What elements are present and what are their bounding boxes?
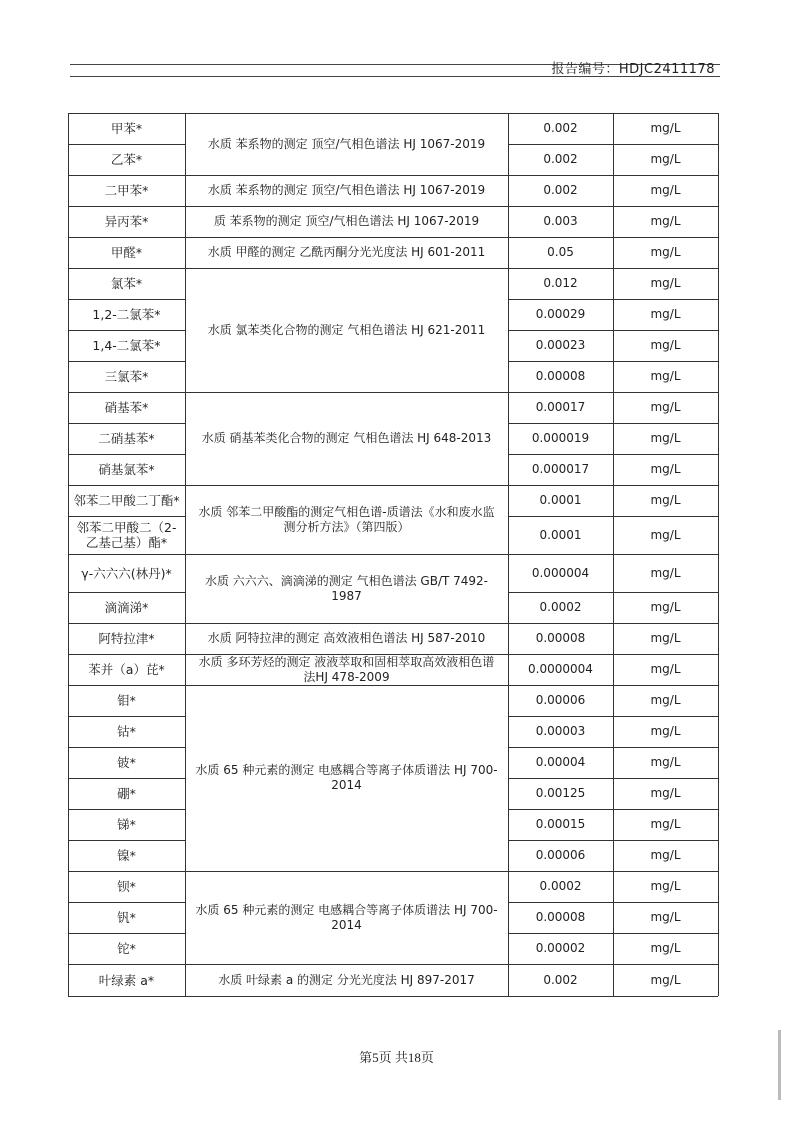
unit: mg/L — [650, 972, 681, 987]
unit: mg/L — [650, 527, 681, 542]
test-method: 水质 硝基苯类化合物的测定 气相色谱法 HJ 648-2013 — [201, 431, 492, 445]
item-name: 钴* — [117, 724, 136, 739]
test-method: 水质 65 种元素的测定 电感耦合等离子体质谱法 HJ 700-2014 — [195, 902, 498, 932]
unit: mg/L — [650, 369, 681, 383]
item-name: 硝基苯* — [104, 400, 149, 415]
unit: mg/L — [650, 493, 681, 507]
unit: mg/L — [650, 693, 681, 707]
detection-limit: 0.00017 — [535, 400, 586, 414]
item-name: γ-六六六(林丹)* — [81, 565, 172, 581]
detection-limit: 0.00003 — [535, 724, 586, 738]
detection-limit: 0.0002 — [539, 879, 582, 893]
unit: mg/L — [650, 214, 681, 228]
detection-limit: 0.00015 — [535, 817, 586, 831]
unit: mg/L — [650, 152, 681, 166]
item-name: 1,4-二氯苯* — [92, 338, 161, 353]
test-method: 质 苯系物的测定 顶空/气相色谱法 HJ 1067-2019 — [213, 214, 480, 228]
item-name: 邻苯二甲酸二丁酯* — [73, 493, 180, 508]
item-name: 阿特拉津* — [98, 631, 155, 646]
detection-limit: 0.0001 — [539, 527, 582, 542]
item-name: 二硝基苯* — [98, 431, 155, 446]
test-method: 水质 苯系物的测定 顶空/气相色谱法 HJ 1067-2019 — [207, 183, 486, 197]
test-method: 水质 65 种元素的测定 电感耦合等离子体质谱法 HJ 700-2014 — [195, 763, 498, 792]
unit: mg/L — [650, 755, 681, 769]
test-method: 水质 多环芳烃的测定 液液萃取和固相萃取高效液相色谱法HJ 478-2009 — [198, 654, 495, 684]
item-name: 锑* — [117, 817, 136, 832]
unit: mg/L — [650, 338, 681, 352]
table-hline — [68, 996, 718, 997]
item-name: 铊* — [117, 941, 136, 956]
item-name: 铍* — [117, 755, 136, 770]
item-name: 硼* — [117, 786, 136, 801]
test-method: 水质 阿特拉津的测定 高效液相色谱法 HJ 587-2010 — [207, 631, 486, 645]
unit: mg/L — [650, 817, 681, 831]
unit: mg/L — [650, 462, 681, 476]
detection-limit: 0.002 — [543, 152, 578, 166]
unit: mg/L — [650, 848, 681, 862]
results-table — [68, 113, 718, 996]
detection-limit: 0.00002 — [535, 941, 586, 955]
detection-limit: 0.000019 — [531, 431, 590, 445]
unit: mg/L — [650, 121, 681, 135]
detection-limit: 0.00006 — [535, 848, 586, 862]
item-name: 1,2-二氯苯* — [92, 307, 161, 322]
item-name: 滴滴涕* — [104, 600, 149, 615]
item-name: 叶绿素 a* — [98, 972, 155, 988]
unit: mg/L — [650, 565, 681, 580]
item-name: 甲苯* — [110, 121, 143, 136]
unit: mg/L — [650, 879, 681, 893]
detection-limit: 0.00008 — [535, 369, 586, 383]
unit: mg/L — [650, 183, 681, 197]
detection-limit: 0.00008 — [535, 910, 586, 924]
detection-limit: 0.00029 — [535, 307, 586, 321]
binding-mark — [778, 1030, 781, 1100]
item-name: 甲醛* — [110, 245, 143, 260]
detection-limit: 0.00004 — [535, 755, 586, 769]
page-number: 第5页 共18页 — [359, 1050, 434, 1065]
test-method: 水质 氯苯类化合物的测定 气相色谱法 HJ 621-2011 — [207, 322, 486, 337]
item-name: 苯并（a）芘* — [88, 662, 165, 677]
detection-limit: 0.00125 — [535, 786, 586, 800]
detection-limit: 0.000004 — [531, 565, 590, 580]
detection-limit: 0.002 — [543, 972, 578, 987]
detection-limit: 0.0000004 — [528, 662, 593, 676]
unit: mg/L — [650, 431, 681, 445]
detection-limit: 0.012 — [543, 276, 578, 290]
detection-limit: 0.0002 — [539, 600, 582, 614]
item-name: 镍* — [117, 848, 136, 863]
unit: mg/L — [650, 662, 681, 676]
detection-limit: 0.00006 — [535, 693, 586, 707]
unit: mg/L — [650, 276, 681, 290]
detection-limit: 0.002 — [543, 121, 578, 135]
detection-limit: 0.00023 — [535, 338, 586, 352]
detection-limit: 0.0001 — [539, 493, 582, 507]
test-method: 水质 甲醛的测定 乙酰丙酮分光光度法 HJ 601-2011 — [207, 245, 486, 259]
item-name: 二甲苯* — [104, 183, 149, 198]
test-method: 水质 邻苯二甲酸酯的测定气相色谱-质谱法《水和废水监测分析方法》（第四版） — [198, 504, 495, 534]
report-number: 报告编号：HDJC2411178 — [551, 62, 715, 77]
item-name: 钡* — [117, 879, 136, 894]
unit: mg/L — [650, 724, 681, 738]
detection-limit: 0.000017 — [531, 462, 590, 476]
table-vline — [718, 113, 719, 996]
unit: mg/L — [650, 245, 681, 259]
detection-limit: 0.002 — [543, 183, 578, 197]
unit: mg/L — [650, 307, 681, 321]
item-name: 乙苯* — [110, 152, 143, 167]
unit: mg/L — [650, 941, 681, 955]
item-name: 三氯苯* — [104, 369, 149, 384]
item-name: 氯苯* — [110, 276, 143, 291]
item-name: 钒* — [117, 910, 136, 925]
unit: mg/L — [650, 786, 681, 800]
test-method: 水质 苯系物的测定 顶空/气相色谱法 HJ 1067-2019 — [207, 136, 486, 151]
item-name: 邻苯二甲酸二（2-乙基己基）酯* — [76, 520, 177, 550]
unit: mg/L — [650, 600, 681, 614]
unit: mg/L — [650, 631, 681, 645]
detection-limit: 0.00008 — [535, 631, 586, 645]
detection-limit: 0.003 — [543, 214, 578, 228]
item-name: 钼* — [117, 693, 136, 708]
item-name: 异丙苯* — [104, 214, 149, 229]
unit: mg/L — [650, 400, 681, 414]
detection-limit: 0.05 — [547, 245, 574, 259]
unit: mg/L — [650, 910, 681, 924]
item-name: 硝基氯苯* — [98, 462, 155, 477]
test-method: 水质 叶绿素 a 的测定 分光光度法 HJ 897-2017 — [218, 972, 475, 987]
test-method: 水质 六六六、滴滴涕的测定 气相色谱法 GB/T 7492-1987 — [204, 573, 489, 603]
